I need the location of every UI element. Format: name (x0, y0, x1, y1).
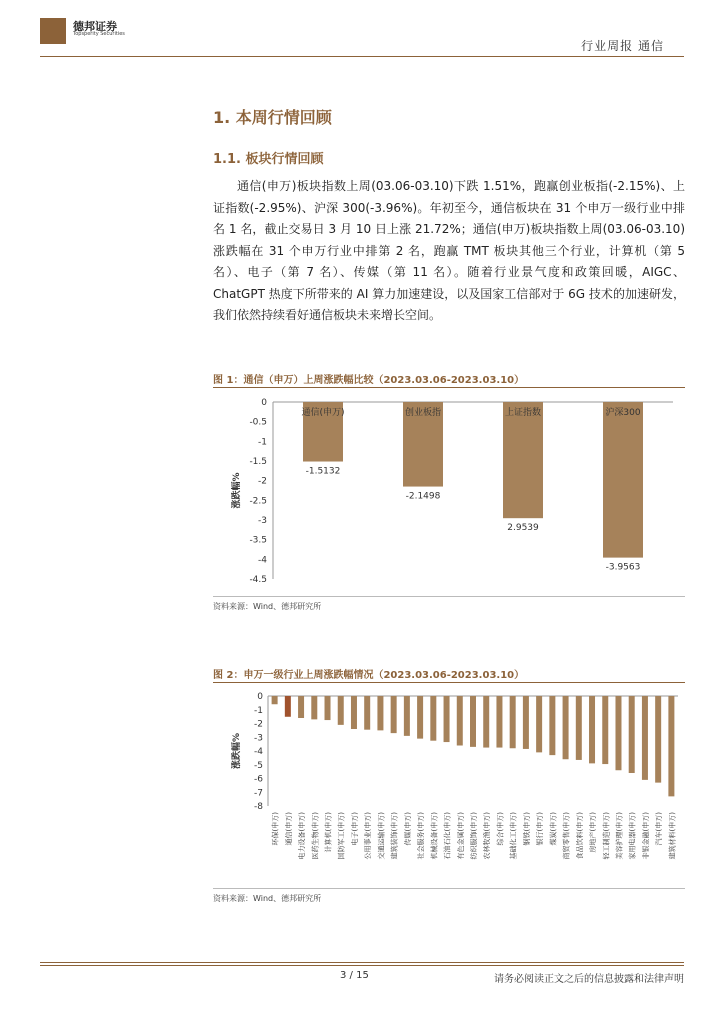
category-label: 社会服务(申万) (417, 812, 426, 860)
bar (391, 696, 397, 733)
figure1-bottom-rule (213, 596, 685, 597)
y-axis-title: 涨跌幅% (232, 472, 242, 509)
figure2-chart (213, 686, 685, 886)
y-tick-label: -7 (254, 788, 263, 799)
category-label: 基础化工(申万) (509, 812, 518, 860)
bar (338, 696, 344, 725)
bar (483, 696, 489, 748)
y-tick-label: -0.5 (249, 417, 267, 428)
bar (603, 402, 643, 558)
figure2-top-rule (213, 682, 685, 683)
bar (536, 696, 542, 752)
bar (430, 696, 436, 741)
section-title: 1. 本周行情回顾 (213, 108, 332, 127)
data-label: -2.1498 (405, 491, 441, 502)
y-tick-label: -5 (254, 760, 263, 771)
figure2-source: 资料来源：Wind、德邦研究所 (213, 894, 322, 903)
y-tick-label: -1.5 (249, 457, 267, 467)
report-type: 行业周报 通信 (581, 39, 664, 53)
bar (668, 696, 674, 796)
disclaimer: 请务必阅读正文之后的信息披露和法律声明 (494, 974, 684, 985)
category-label: 房地产(申万) (589, 812, 598, 853)
category-label: 食品饮料(申万) (575, 812, 584, 860)
category-label: 商贸零售(申万) (562, 812, 571, 860)
category-label: 农林牧渔(申万) (483, 812, 492, 860)
footer-divider (40, 962, 684, 963)
y-tick-label: -6 (254, 774, 263, 785)
bar (311, 696, 317, 719)
bar (642, 696, 648, 780)
category-label: 家用电器(申万) (628, 812, 637, 860)
data-label: -1.5132 (305, 466, 341, 477)
category-label: 交通运输(申万) (377, 812, 386, 860)
bar (444, 696, 450, 742)
category-label: 通信(申万) (301, 408, 345, 418)
bar (563, 696, 569, 759)
y-tick-label: -3 (258, 516, 267, 526)
bar (629, 696, 635, 773)
bar (602, 696, 608, 764)
category-label: 有色金属(申万) (456, 812, 465, 860)
data-label: 2.9539 (507, 523, 539, 534)
subsection-title: 1.1. 板块行情回顾 (213, 152, 324, 167)
bar (272, 696, 278, 704)
bar (470, 696, 476, 747)
category-label: 建筑材料(申万) (668, 812, 677, 860)
category-label: 综合(申万) (496, 812, 505, 846)
category-label: 国防军工(申万) (337, 812, 346, 860)
category-label: 创业板指 (404, 408, 442, 418)
category-label: 纺织服饰(申万) (470, 812, 478, 860)
y-tick-label: -8 (254, 802, 263, 812)
y-tick-label: -4 (258, 555, 267, 566)
body-paragraph: 通信(申万)板块指数上周(03.06-03.10)下跌 1.51%，跑赢创业板指(-2.15%)、上证指数(-2.95%)、沪深 300(-3.96%)。年初至今，通信板块在 31 个申万一级行业中排名 1 名，截止交易日 3 月 10 日上涨 21.72%；通信(申万)板块指数上周(03.06-03.10)涨跌幅在 31 个申万行业中排第 2 名，跑赢 TMT 板块其他三个行业，计算机（第 5 名）、电子（第 7 名）、传媒（第 11 名）。随着行业景气度和政策回暖，AIGC、ChatGPT 热度下所带来的 AI 算力加速建设，以及国家工信部对于 6G 技术的加速研发，我们依然持续看好通信板块未来增长空间。 (213, 179, 685, 322)
category-label: 轻工制造(申万) (602, 812, 611, 860)
logo-icon (40, 18, 66, 44)
category-label: 钢铁(申万) (522, 812, 531, 846)
bar (589, 696, 595, 763)
bar (404, 696, 410, 736)
bar (503, 402, 543, 518)
category-label: 煤炭(申万) (549, 812, 558, 846)
bar (549, 696, 555, 755)
category-label: 通信(申万) (284, 812, 293, 846)
bar (325, 696, 331, 720)
bar (417, 696, 423, 739)
bar (457, 696, 463, 746)
category-label: 非银金融(申万) (641, 812, 650, 860)
logo-name: 德邦证券 (73, 20, 117, 33)
y-tick-label: -3.5 (249, 535, 267, 546)
category-label: 电子(申万) (350, 812, 359, 846)
bar (364, 696, 370, 730)
category-label: 环保(申万) (271, 812, 280, 846)
y-tick-label: -4.5 (249, 575, 267, 585)
bar (351, 696, 357, 729)
bar (285, 696, 291, 717)
figure1-chart (213, 390, 685, 595)
category-label: 传媒(申万) (403, 812, 412, 846)
bar (496, 696, 502, 748)
y-tick-label: -2.5 (249, 496, 267, 507)
y-tick-label: -3 (254, 733, 263, 744)
category-label: 上证指数 (504, 408, 542, 418)
category-label: 美容护理(申万) (615, 812, 624, 860)
bar (377, 696, 383, 730)
category-label: 公用事业(申万) (364, 812, 373, 860)
category-label: 沪深300 (605, 408, 641, 418)
bar (655, 696, 661, 783)
page-number: 3 / 15 (340, 970, 369, 981)
figure2-bottom-rule (213, 888, 685, 889)
category-label: 汽车(申万) (655, 812, 664, 846)
figure2-title: 图 2：申万一级行业上周涨跌幅情况（2023.03.06-2023.03.10） (213, 670, 525, 681)
figure1-source: 资料来源：Wind、德邦研究所 (213, 602, 322, 611)
figure1-title: 图 1：通信（申万）上周涨跌幅比较（2023.03.06-2023.03.10） (213, 375, 525, 386)
y-tick-label: -2 (258, 476, 267, 487)
y-tick-label: -1 (258, 437, 267, 448)
bar (510, 696, 516, 748)
bar (298, 696, 304, 718)
data-label: -3.9563 (605, 562, 641, 573)
y-tick-label: 0 (257, 692, 263, 702)
category-label: 石油石化(申万) (443, 812, 452, 860)
logo-english: Topsperity Securities (73, 31, 125, 37)
y-axis-title: 涨跌幅% (232, 732, 242, 770)
category-label: 电力设备(申万) (298, 812, 307, 860)
y-tick-label: -2 (254, 719, 263, 730)
header-divider (40, 56, 684, 57)
figure1-top-rule (213, 387, 685, 388)
category-label: 建筑装饰(申万) (390, 812, 399, 860)
category-label: 医药生物(申万) (311, 812, 320, 860)
bar (576, 696, 582, 760)
footer-divider-2 (40, 965, 684, 966)
y-tick-label: -1 (254, 705, 263, 716)
bar (523, 696, 529, 749)
bar (615, 696, 621, 770)
y-tick-label: -4 (254, 747, 263, 757)
category-label: 银行(申万) (536, 812, 545, 846)
category-label: 机械设备(申万) (430, 812, 439, 860)
y-tick-label: 0 (261, 398, 267, 408)
category-label: 计算机(申万) (324, 812, 333, 853)
